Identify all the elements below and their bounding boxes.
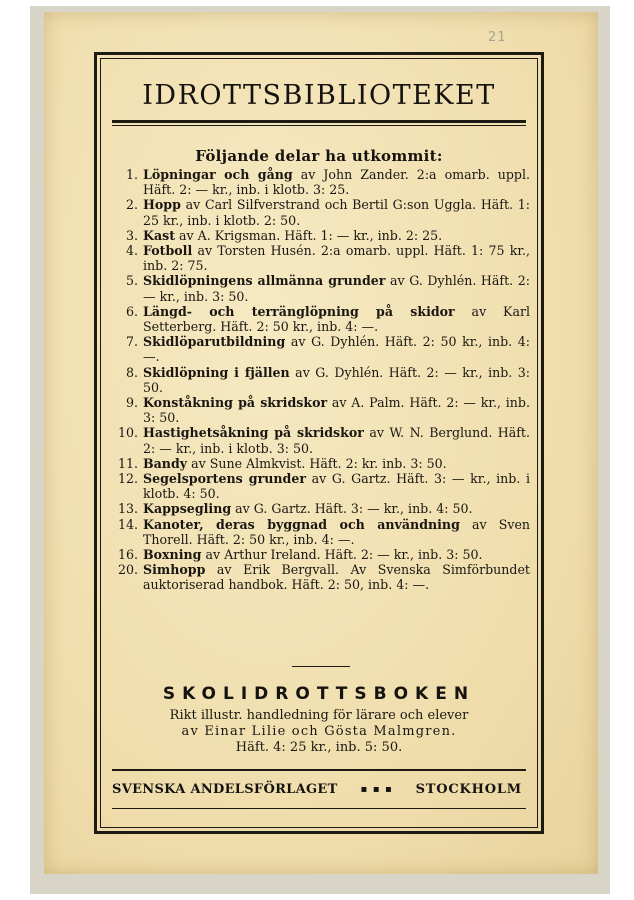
book-title: Segelsportens grunder <box>143 471 306 487</box>
book-item <box>110 228 530 243</box>
footer-rule-bottom <box>112 808 526 809</box>
book-entry <box>143 562 530 592</box>
book-item <box>110 167 530 197</box>
book-number: 6. <box>125 303 138 319</box>
book-details: av Torsten Husén. 2:a omarb. uppl. Häft. 1: 75 kr., inb. 2: 75. <box>143 243 530 274</box>
book-item <box>110 395 530 425</box>
pencil-mark: 21 <box>488 30 507 45</box>
book-details: av G. Gartz. Häft. 3: — kr., inb. i klotb. 4: 50. <box>143 471 530 502</box>
book-number: 2. <box>125 197 138 213</box>
book-number: 13. <box>117 501 138 517</box>
book-entry <box>143 456 530 471</box>
book-entry <box>143 197 530 227</box>
skolidrottsboken-description: Rikt illustr. handledning för lärare och elever <box>169 708 469 723</box>
book-title: Boxning <box>143 547 202 563</box>
book-details: av Arthur Ireland. Häft. 2: — kr., inb. 3: 50. <box>201 547 483 563</box>
book-details: av John Zander. 2:a omarb. uppl. Häft. 2: — kr., inb. i klotb. 3: 25. <box>143 167 530 198</box>
book-item <box>110 197 530 227</box>
book-title: Skidlöpningens allmänna grunder <box>143 273 386 289</box>
book-details: av Sune Almkvist. Häft. 2: kr. inb. 3: 50. <box>187 455 447 471</box>
book-title: Konståkning på skridskor <box>143 395 328 411</box>
book-details: av G. Gartz. Häft. 3: — kr., inb. 4: 50. <box>231 501 473 517</box>
book-title: Kast <box>143 227 176 243</box>
publisher-footer <box>104 782 534 797</box>
book-entry <box>143 304 530 334</box>
book-item <box>110 365 530 395</box>
book-item <box>110 334 530 364</box>
book-item <box>110 501 530 516</box>
book-details: av G. Dyhlén. Häft. 2: 50 kr., inb. 4: —. <box>143 334 530 365</box>
book-list <box>110 167 530 593</box>
book-item <box>110 547 530 562</box>
book-entry <box>143 425 530 455</box>
book-details: av W. N. Berglund. Häft. 2: — kr., inb. i klotb. 3: 50. <box>143 425 530 456</box>
book-entry <box>143 547 530 562</box>
book-title: Hopp <box>143 197 181 213</box>
section-divider <box>292 666 350 667</box>
book-number: 9. <box>125 395 138 411</box>
series-title: IDROTTSBIBLIOTEKET <box>142 80 496 111</box>
book-entry <box>143 228 530 243</box>
book-title: Längd- och terränglöpning på skidor <box>143 303 455 319</box>
book-number: 12. <box>117 471 138 487</box>
intro-text: Följande delar ha utkommit: <box>195 147 443 165</box>
book-entry <box>143 167 530 197</box>
book-title: Simhopp <box>143 562 206 578</box>
book-number: 8. <box>125 364 138 380</box>
book-item <box>110 243 530 273</box>
book-entry <box>143 273 530 303</box>
book-entry <box>143 517 530 547</box>
book-details: av G. Dyhlén. Häft. 2: — kr., inb. 3: 50. <box>143 364 531 395</box>
book-number: 14. <box>117 516 138 532</box>
book-entry <box>143 365 530 395</box>
book-item <box>110 425 530 455</box>
book-number: 5. <box>125 273 138 289</box>
book-entry <box>143 501 530 516</box>
skolidrottsboken-title: SKOLIDROTTSBOKEN <box>162 684 476 704</box>
publisher-city: STOCKHOLM <box>415 782 522 797</box>
book-item <box>110 456 530 471</box>
book-item <box>110 471 530 501</box>
book-number: 16. <box>117 547 138 563</box>
separator-dots: ▪ ▪ ▪ <box>360 784 393 795</box>
book-entry <box>143 471 530 501</box>
book-number: 10. <box>117 425 138 441</box>
book-details: av Carl Silfverstrand och Bertil G:son Uggla. Häft. 1: 25 kr., inb. i klotb. 2: 50. <box>143 197 530 228</box>
title-rule-thin <box>112 125 526 126</box>
book-details: av G. Dyhlén. Häft. 2: — kr., inb. 3: 50. <box>143 273 530 304</box>
publisher-name: SVENSKA ANDELSFÖRLAGET <box>112 782 338 797</box>
book-number: 3. <box>125 227 138 243</box>
footer-rule-thick <box>112 769 526 771</box>
book-number: 4. <box>125 243 138 259</box>
book-title: Fotboll <box>143 243 193 259</box>
book-title: Skidlöpning i fjällen <box>143 364 290 380</box>
book-number: 7. <box>125 334 138 350</box>
book-item <box>110 273 530 303</box>
skolidrottsboken-authors: av Einar Lilie och Gösta Malmgren. <box>181 724 457 739</box>
book-title: Hastighetsåkning på skridskor <box>143 425 364 441</box>
book-item <box>110 304 530 334</box>
book-title: Skidlöparutbildning <box>143 334 286 350</box>
book-number: 20. <box>117 562 138 578</box>
book-title: Bandy <box>143 455 188 471</box>
book-title: Kappsegling <box>143 501 232 517</box>
book-details: av Sven Thorell. Häft. 2: 50 kr., inb. 4: —. <box>143 516 531 547</box>
book-item <box>110 517 530 547</box>
book-entry <box>143 395 530 425</box>
book-details: av Erik Bergvall. Av Svenska Simförbundet auktoriserad handbok. Häft. 2: 50, inb. 4: —. <box>143 562 530 593</box>
book-title: Löpningar och gång <box>143 167 293 182</box>
book-details: av A. Krigsman. Häft. 1: — kr., inb. 2: 25. <box>175 227 443 243</box>
skolidrottsboken-price: Häft. 4: 25 kr., inb. 5: 50. <box>235 740 403 755</box>
book-item <box>110 562 530 592</box>
book-details: av A. Palm. Häft. 2: — kr., inb. 3: 50. <box>143 395 530 426</box>
title-rule-thick <box>112 120 526 123</box>
book-number: 11. <box>117 455 138 471</box>
book-entry <box>143 334 530 364</box>
book-entry <box>143 243 530 273</box>
book-title: Kanoter, deras byggnad och användning <box>143 516 460 532</box>
book-number: 1. <box>125 167 138 182</box>
book-details: av Karl Setterberg. Häft. 2: 50 kr., inb. 4: —. <box>143 303 530 335</box>
